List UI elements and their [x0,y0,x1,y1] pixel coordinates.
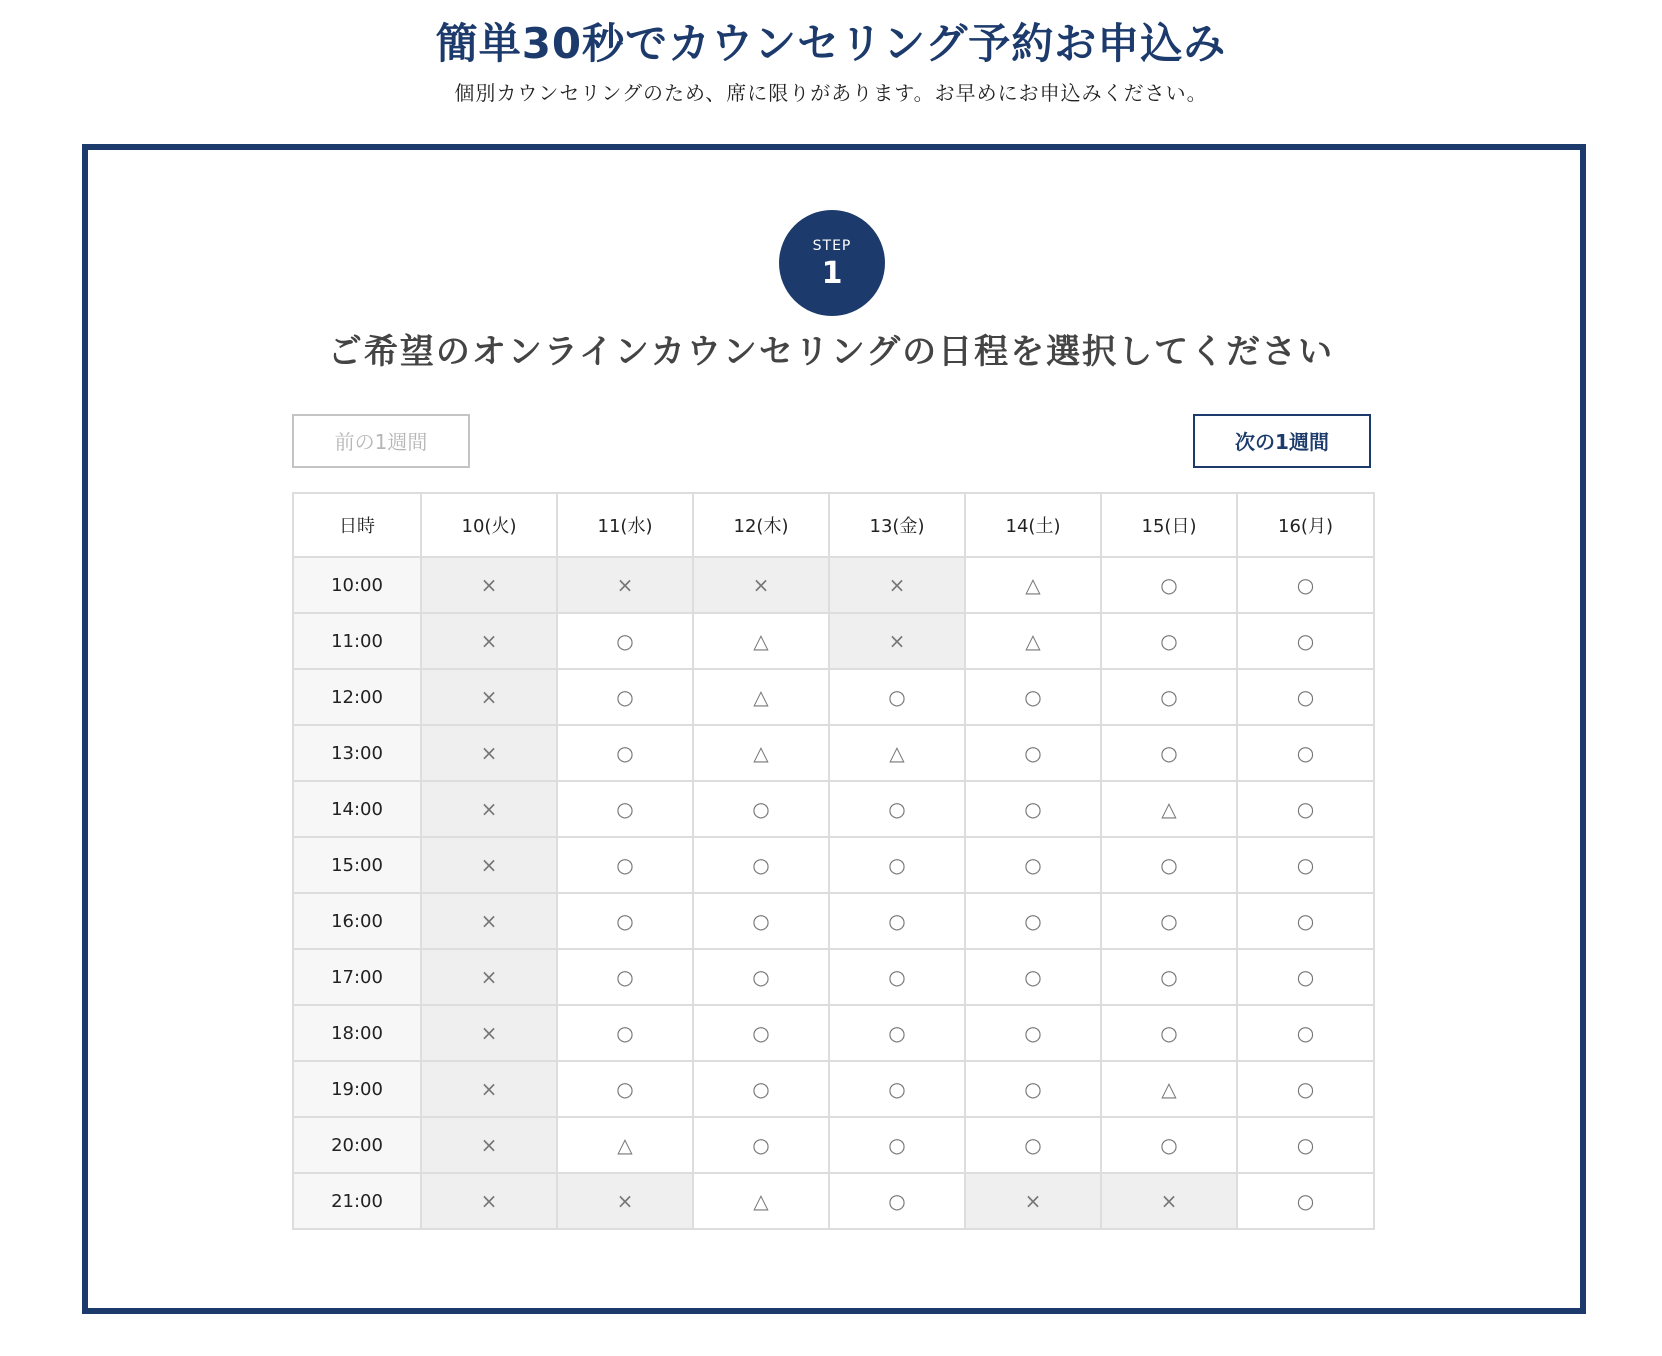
slot-available[interactable]: ○ [965,1061,1101,1117]
corner-header: 日時 [293,493,421,557]
slot-few-remaining[interactable]: △ [829,725,965,781]
time-cell: 21:00 [293,1173,421,1229]
time-cell: 18:00 [293,1005,421,1061]
slot-available[interactable]: ○ [1101,949,1237,1005]
slot-available[interactable]: ○ [693,1061,829,1117]
slot-available[interactable]: ○ [1237,669,1374,725]
slot-available[interactable]: ○ [557,781,693,837]
slot-full: × [421,1005,557,1061]
day-header: 11(水) [557,493,693,557]
slot-full: × [557,1173,693,1229]
slot-available[interactable]: ○ [1101,725,1237,781]
slot-available[interactable]: ○ [693,837,829,893]
slot-full: × [829,557,965,613]
table-row [293,837,1374,893]
slot-full: × [693,557,829,613]
slot-few-remaining[interactable]: △ [1101,1061,1237,1117]
page-title: 簡単30秒でカウンセリング予約お申込み [435,19,1227,68]
slot-available[interactable]: ○ [829,669,965,725]
slot-available[interactable]: ○ [965,669,1101,725]
time-cell: 10:00 [293,557,421,613]
table-row [293,1117,1374,1173]
slot-full: × [421,781,557,837]
page-subtitle: 個別カウンセリングのため、席に限りがあります。お早めにお申込みください。 [454,81,1208,105]
step-badge [779,210,885,316]
slot-available[interactable]: ○ [829,1117,965,1173]
slot-available[interactable]: ○ [1101,613,1237,669]
slot-available[interactable]: ○ [1101,669,1237,725]
slot-available[interactable]: ○ [1237,557,1374,613]
day-header: 12(木) [693,493,829,557]
schedule-body [293,557,1374,1229]
table-row [293,725,1374,781]
table-row [293,781,1374,837]
slot-available[interactable]: ○ [1237,781,1374,837]
table-row [293,1061,1374,1117]
slot-full: × [421,557,557,613]
slot-available[interactable]: ○ [1101,893,1237,949]
slot-available[interactable]: ○ [965,781,1101,837]
day-header: 14(土) [965,493,1101,557]
slot-available[interactable]: ○ [1237,837,1374,893]
table-row [293,1005,1374,1061]
slot-available[interactable]: ○ [1237,1117,1374,1173]
slot-few-remaining[interactable]: △ [1101,781,1237,837]
slot-few-remaining[interactable]: △ [693,725,829,781]
day-header: 10(火) [421,493,557,557]
table-row [293,557,1374,613]
slot-available[interactable]: ○ [557,1005,693,1061]
time-cell: 16:00 [293,893,421,949]
day-header: 13(金) [829,493,965,557]
slot-available[interactable]: ○ [557,837,693,893]
slot-available[interactable]: ○ [557,613,693,669]
slot-available[interactable]: ○ [693,1005,829,1061]
time-cell: 11:00 [293,613,421,669]
time-cell: 19:00 [293,1061,421,1117]
table-row [293,1173,1374,1229]
slot-few-remaining[interactable]: △ [965,613,1101,669]
next-week-button[interactable]: 次の1週間 [1193,414,1371,468]
slot-available[interactable]: ○ [965,725,1101,781]
slot-available[interactable]: ○ [965,1005,1101,1061]
slot-available[interactable]: ○ [557,949,693,1005]
time-cell: 17:00 [293,949,421,1005]
step-number: 1 [821,256,843,291]
slot-few-remaining[interactable]: △ [965,557,1101,613]
slot-available[interactable]: ○ [965,837,1101,893]
slot-full: × [421,1061,557,1117]
step-instruction: ご希望のオンラインカウンセリングの日程を選択してください [327,332,1335,372]
slot-few-remaining[interactable]: △ [693,1173,829,1229]
slot-full: × [1101,1173,1237,1229]
slot-available[interactable]: ○ [965,893,1101,949]
slot-full: × [421,1117,557,1173]
slot-full: × [421,669,557,725]
slot-full: × [421,837,557,893]
time-cell: 13:00 [293,725,421,781]
slot-full: × [421,725,557,781]
slot-available[interactable]: ○ [1237,613,1374,669]
slot-available[interactable]: ○ [557,669,693,725]
slot-available[interactable]: ○ [1237,1005,1374,1061]
slot-available[interactable]: ○ [829,781,965,837]
slot-available[interactable]: ○ [1237,725,1374,781]
slot-available[interactable]: ○ [829,1005,965,1061]
slot-full: × [421,1173,557,1229]
schedule-table [292,492,1375,1230]
slot-available[interactable]: ○ [1237,893,1374,949]
step-label: STEP [812,238,852,254]
slot-available[interactable]: ○ [829,837,965,893]
table-row [293,893,1374,949]
day-header: 15(日) [1101,493,1237,557]
slot-available[interactable]: ○ [829,1173,965,1229]
slot-available[interactable]: ○ [829,1061,965,1117]
slot-full: × [421,893,557,949]
slot-available[interactable]: ○ [693,949,829,1005]
slot-available[interactable]: ○ [1101,1005,1237,1061]
slot-available[interactable]: ○ [1101,837,1237,893]
table-row [293,613,1374,669]
slot-few-remaining[interactable]: △ [693,613,829,669]
slot-available[interactable]: ○ [1237,1173,1374,1229]
schedule-header-row [293,493,1374,557]
slot-full: × [829,613,965,669]
slot-full: × [421,613,557,669]
slot-available[interactable]: ○ [693,893,829,949]
slot-full: × [965,1173,1101,1229]
time-cell: 14:00 [293,781,421,837]
slot-full: × [421,949,557,1005]
prev-week-button[interactable]: 前の1週間 [292,414,470,468]
time-cell: 15:00 [293,837,421,893]
slot-available[interactable]: ○ [1101,557,1237,613]
slot-available[interactable]: ○ [1237,1061,1374,1117]
slot-few-remaining[interactable]: △ [693,669,829,725]
table-row [293,949,1374,1005]
table-row [293,669,1374,725]
slot-few-remaining[interactable]: △ [557,1117,693,1173]
slot-available[interactable]: ○ [1237,949,1374,1005]
slot-full: × [557,557,693,613]
slot-available[interactable]: ○ [829,949,965,1005]
day-header: 16(月) [1237,493,1374,557]
slot-available[interactable]: ○ [557,725,693,781]
slot-available[interactable]: ○ [693,781,829,837]
time-cell: 12:00 [293,669,421,725]
slot-available[interactable]: ○ [557,1061,693,1117]
time-cell: 20:00 [293,1117,421,1173]
slot-available[interactable]: ○ [965,949,1101,1005]
slot-available[interactable]: ○ [557,893,693,949]
slot-available[interactable]: ○ [693,1117,829,1173]
slot-available[interactable]: ○ [829,893,965,949]
slot-available[interactable]: ○ [1101,1117,1237,1173]
slot-available[interactable]: ○ [965,1117,1101,1173]
